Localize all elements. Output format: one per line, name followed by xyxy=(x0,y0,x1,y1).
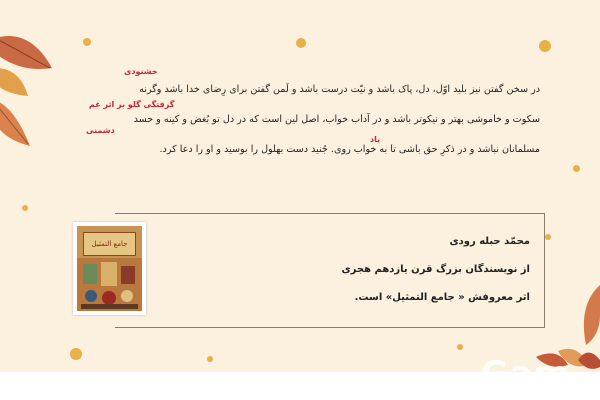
book-cover-title: جامع التمثيل xyxy=(83,232,136,256)
annotation-khoshnoodi: خشنودی xyxy=(124,67,158,76)
annotation-yad: یاد xyxy=(370,135,381,144)
decor-dot xyxy=(70,348,82,360)
annotation-gereftegi: گرفتگی گلو بر اثر غم xyxy=(89,100,175,109)
paragraph-line: مسلمانان نباشد و در ذکرِ حق باشی تا به خواب روی. جُنید دست بهلول را بوسید و او را دعا کرد. xyxy=(159,144,540,155)
decor-dot xyxy=(539,40,551,52)
decor-dot xyxy=(457,344,463,350)
decor-dot xyxy=(83,38,91,46)
decor-dot xyxy=(207,356,213,362)
author-name: محمّد حبله رودی xyxy=(449,236,530,247)
autumn-leaves-top-left xyxy=(0,28,60,148)
decor-dot xyxy=(573,165,580,172)
annotation-doshmani: دشمنی xyxy=(86,126,115,135)
author-info-box xyxy=(115,213,545,328)
book-cover xyxy=(77,226,142,311)
decor-dot xyxy=(296,38,306,48)
main-paragraph xyxy=(70,75,540,165)
decor-dot xyxy=(22,205,28,211)
watermark-logo: Gam xyxy=(480,354,570,394)
author-description: از نویسندگان بزرگ قرن یازدهم هجری xyxy=(341,264,530,275)
author-work: اثر معروفش « جامع التمثیل» است. xyxy=(354,292,530,303)
book-cover-image xyxy=(73,222,146,315)
book-illustration xyxy=(77,258,142,311)
paragraph-line: سکوت و خاموشی بهتر و نیکوتر باشد و در آداب خواب، اصل لین است که در دل تو بُغض و کینه و حسد xyxy=(133,114,540,125)
decor-dot xyxy=(545,234,551,240)
paragraph-line: در سخن گفتن نیز بلید اوّل، دل، پاک باشد و نیّت درست باشد و لَمن گفتن برای رِضای خدا باشد وگرنه xyxy=(139,84,540,95)
